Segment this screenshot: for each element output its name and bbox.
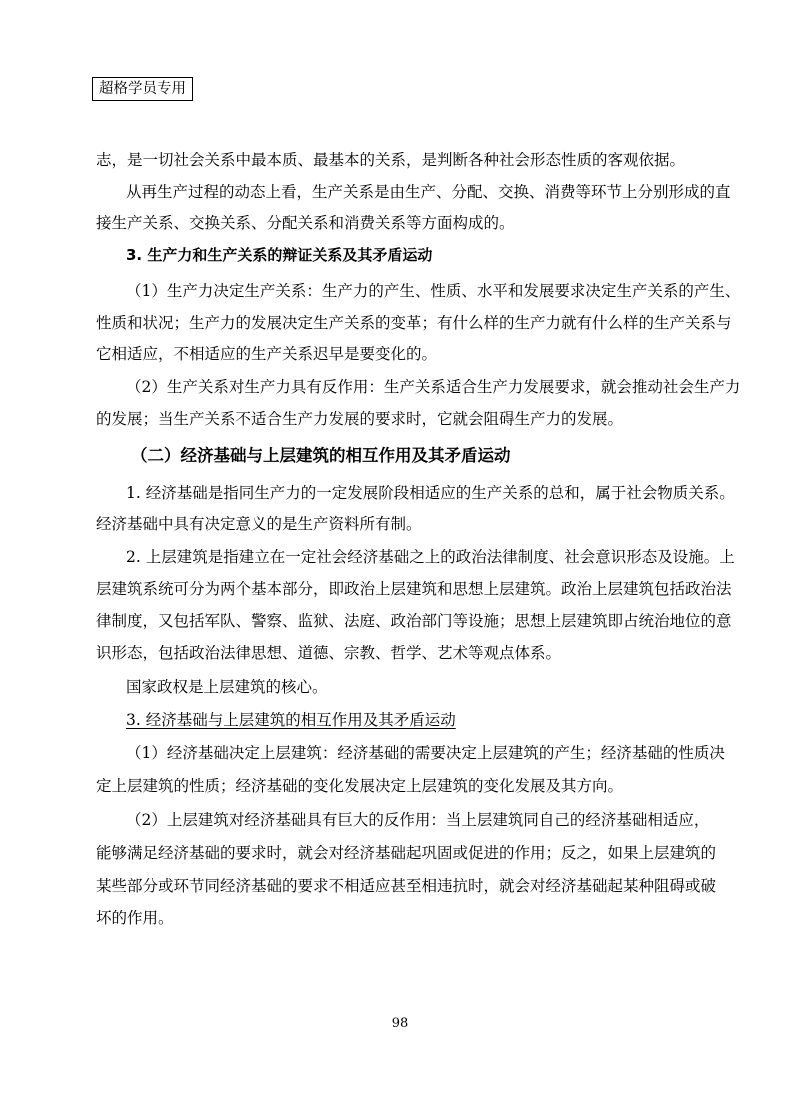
paragraph-3-line-2: 性质和状况；生产力的发展决定生产关系的变革；有什么样的生产力就有什么样的生产关系与 [96, 314, 732, 332]
paragraph-7-line-1: 国家政权是上层建筑的核心。 [126, 678, 328, 696]
paragraph-6-line-4: 识形态，包括政治法律思想、道德、宗教、哲学、艺术等观点体系。 [96, 644, 562, 662]
paragraph-6-line-3: 律制度，又包括军队、警察、监狱、法庭、政治部门等设施；思想上层建筑即占统治地位的意 [96, 612, 732, 630]
paragraph-9-line-3: 某些部分或环节同经济基础的要求不相适应甚至相违抗时，就会对经济基础起某种阻碍或破 [96, 877, 717, 895]
page-number: 98 [391, 1016, 409, 1031]
subheading-economic-base: 3. 经济基础与上层建筑的相互作用及其矛盾运动 [126, 711, 456, 729]
paragraph-2-line-1: 从再生产过程的动态上看，生产关系是由生产、分配、交换、消费等环节上分别形成的直 [126, 183, 731, 201]
section-heading-2: （二）经济基础与上层建筑的相互作用及其矛盾运动 [131, 446, 511, 465]
paragraph-4-line-1: （2）生产关系对生产力具有反作用：生产关系适合生产力发展要求，就会推动社会生产力 [126, 378, 741, 396]
paragraph-5-line-2: 经济基础中具有决定意义的是生产资料所有制。 [96, 515, 422, 533]
paragraph-9-line-4: 坏的作用。 [96, 909, 174, 927]
paragraph-9-line-2: 能够满足经济基础的要求时，就会对经济基础起巩固或促进的作用；反之，如果上层建筑的 [96, 844, 717, 862]
paragraph-9-line-1: （2）上层建筑对经济基础具有巨大的反作用：当上层建筑同自己的经济基础相适应， [126, 811, 710, 829]
paragraph-8-line-1: （1）经济基础决定上层建筑：经济基础的需要决定上层建筑的产生；经济基础的性质决 [126, 744, 725, 762]
subheading-productive-forces: 3. 生产力和生产关系的辩证关系及其矛盾运动 [126, 246, 433, 264]
paragraph-5-line-1: 1. 经济基础是指同生产力的一定发展阶段相适应的生产关系的总和，属于社会物质关系。 [126, 484, 735, 502]
paragraph-3-line-1: （1）生产力决定生产关系：生产力的产生、性质、水平和发展要求决定生产关系的产生、 [126, 282, 741, 300]
paragraph-3-line-3: 它相适应，不相适应的生产关系迟早是要变化的。 [96, 345, 438, 363]
paragraph-4-line-2: 的发展；当生产关系不适合生产力发展的要求时，它就会阻碍生产力的发展。 [96, 410, 624, 428]
header-label: 超格学员专用 [92, 77, 193, 101]
paragraph-1-line-1: 志，是一切社会关系中最本质、最基本的关系，是判断各种社会形态性质的客观依据。 [96, 151, 686, 169]
paragraph-8-line-2: 定上层建筑的性质；经济基础的变化发展决定上层建筑的变化发展及其方向。 [96, 777, 624, 795]
paragraph-6-line-2: 层建筑系统可分为两个基本部分，即政治上层建筑和思想上层建筑。政治上层建筑包括政治法 [96, 580, 732, 598]
paragraph-2-line-2: 接生产关系、交换关系、分配关系和消费关系等方面构成的。 [96, 214, 515, 232]
paragraph-6-line-1: 2. 上层建筑是指建立在一定社会经济基础之上的政治法律制度、社会意识形态及设施。上 [126, 548, 735, 566]
